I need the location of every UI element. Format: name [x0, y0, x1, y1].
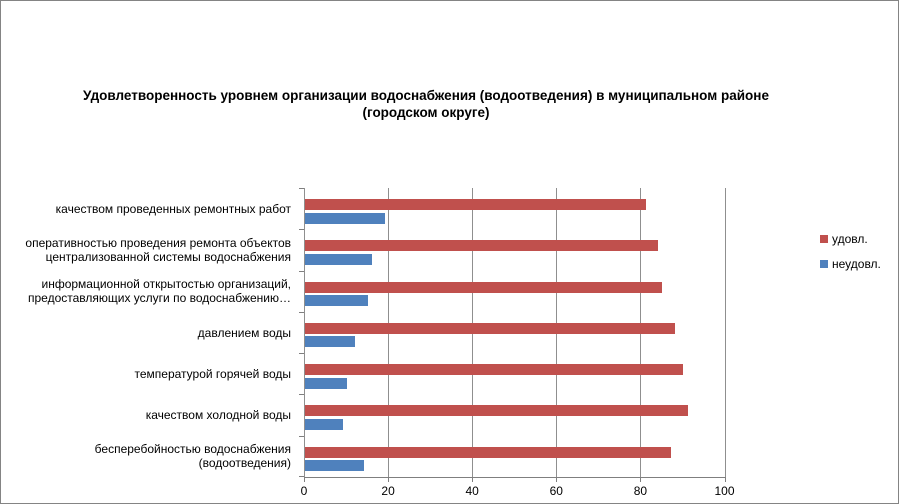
value-axis-tick-label: 40: [465, 484, 479, 498]
category-axis-tick: [299, 353, 304, 354]
bar-satisfied: [305, 447, 671, 458]
category-label: качеством холодной воды: [145, 408, 291, 423]
bar-unsatisfied: [305, 295, 368, 306]
category-axis-tick: [299, 188, 304, 189]
gridline: [725, 188, 726, 477]
value-axis-tick-label: 0: [300, 484, 308, 498]
chart-title: Удовлетворенность уровнем организации водоснабжения (водоотведения) в муниципальном районе (городском округе): [83, 88, 769, 120]
category-label: информационной открытостью организаций, предоставляющих услуги по водоснабжению…: [28, 277, 291, 306]
category-axis-tick: [299, 436, 304, 437]
bar-unsatisfied: [305, 213, 385, 224]
bar-satisfied: [305, 282, 662, 293]
legend-swatch-unsatisfied: [820, 260, 828, 268]
category-axis-labels: [1, 188, 298, 477]
legend: [820, 232, 881, 282]
bar-satisfied: [305, 323, 675, 334]
bar-satisfied: [305, 199, 646, 210]
plot-area: [304, 188, 725, 477]
legend-item: [820, 232, 881, 246]
bar-unsatisfied: [305, 419, 343, 430]
value-axis-tick-label: 100: [714, 484, 735, 498]
legend-item: [820, 257, 881, 271]
category-label: давлением воды: [197, 325, 291, 340]
category-label: температурой горячей воды: [134, 366, 291, 381]
legend-label: удовл.: [832, 232, 868, 246]
value-axis-line: [304, 477, 725, 478]
value-axis-tick-label: 80: [633, 484, 648, 498]
category-axis-tick: [299, 476, 304, 477]
category-axis-tick: [299, 229, 304, 230]
category-axis-tick: [299, 312, 304, 313]
bar-satisfied: [305, 240, 658, 251]
bar-unsatisfied: [305, 254, 372, 265]
bar-satisfied: [305, 405, 688, 416]
category-label: качеством проведенных ремонтных работ: [55, 201, 291, 216]
category-label: бесперебойностью водоснабжения (водоотведения): [94, 442, 291, 471]
legend-label: неудовл.: [832, 257, 881, 271]
category-axis-tick: [299, 394, 304, 395]
value-axis-labels: [1, 484, 899, 500]
bar-unsatisfied: [305, 460, 364, 471]
value-axis-tick-label: 60: [549, 484, 563, 498]
value-axis-tick-label: 20: [381, 484, 395, 498]
bar-satisfied: [305, 364, 683, 375]
bar-unsatisfied: [305, 378, 347, 389]
category-label: оперативностью проведения ремонта объектов централизованной системы водоснабжения: [25, 235, 291, 264]
category-axis-tick: [299, 271, 304, 272]
legend-swatch-satisfied: [820, 235, 828, 243]
bar-unsatisfied: [305, 336, 355, 347]
